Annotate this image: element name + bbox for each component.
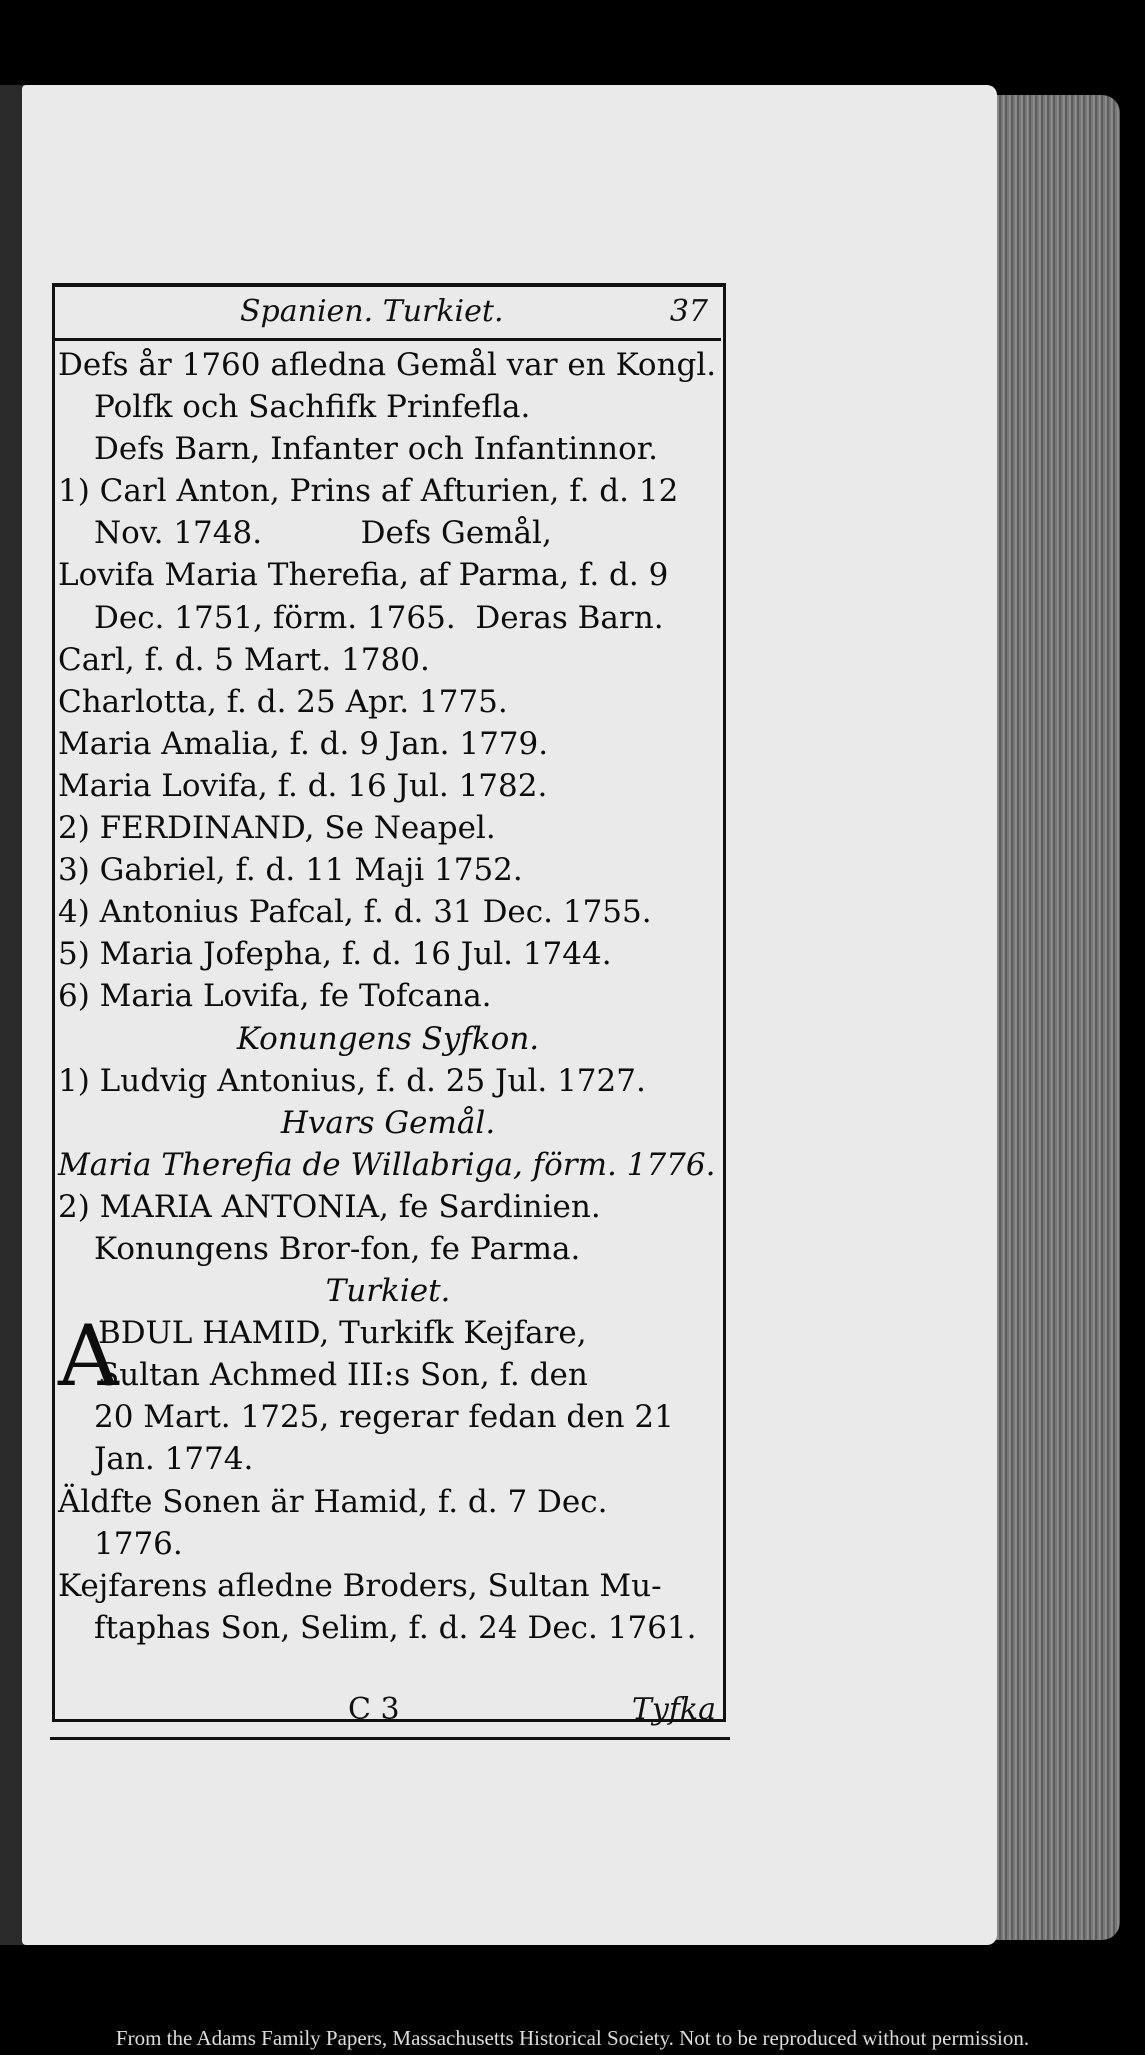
page-footer <box>58 1692 718 1732</box>
text-line: Kejfarens afledne Broders, Sultan Mu- <box>58 1567 662 1604</box>
text-line: Defs Barn, Infanter och Infantinnor. <box>94 431 659 468</box>
text-line: 5) Maria Jofepha, f. d. 16 Jul. 1744. <box>58 936 612 973</box>
section-heading: Konungens Syfkon. <box>236 1020 540 1057</box>
section-heading: Turkiet. <box>325 1273 451 1310</box>
running-head <box>60 292 710 336</box>
text-line: Polfk och Sachfifk Prinfefla. <box>94 389 531 426</box>
text-line: Lovifa Maria Therefia, af Parma, f. d. 9 <box>58 557 669 594</box>
running-head-title: Spanien. Turkiet. <box>240 294 504 329</box>
text-line: Konungens Bror-fon, fe Parma. <box>94 1230 581 1267</box>
catchword: Tyfka <box>631 1692 716 1727</box>
text-line: 4) Antonius Pafcal, f. d. 31 Dec. 1755. <box>58 894 652 931</box>
text-line: 1) Ludvig Antonius, f. d. 25 Jul. 1727. <box>58 1062 646 1099</box>
text-line: 2) FERDINAND, Se Neapel. <box>58 810 496 847</box>
text-line: Maria Therefia de Willabriga, förm. 1776. <box>58 1146 716 1183</box>
text-line: Defs år 1760 afledna Gemål var en Kongl. <box>58 347 717 383</box>
text-line: Jan. 1774. <box>94 1441 254 1478</box>
text-line: Maria Lovifa, f. d. 16 Jul. 1782. <box>58 767 548 804</box>
text-line: 2) MARIA ANTONIA, fe Sardinien. <box>58 1188 601 1225</box>
section-heading: Hvars Gemål. <box>280 1104 496 1141</box>
text-line: 1776. <box>94 1525 183 1562</box>
text-line: Dec. 1751, förm. 1765. Deras Barn. <box>94 599 664 636</box>
credit-line: From the Adams Family Papers, Massachusetts Historical Society. Not to be reproduced without permission. <box>115 2026 1030 2050</box>
page-number: 37 <box>669 294 708 329</box>
text-line: 1) Carl Anton, Prins af Afturien, f. d. 12 <box>58 473 679 510</box>
dropcap: A <box>58 1307 119 1406</box>
text-line: 3) Gabriel, f. d. 11 Maji 1752. <box>58 852 523 889</box>
header-rule <box>55 338 721 341</box>
book-page-edges <box>990 95 1120 1940</box>
text-line: Charlotta, f. d. 25 Apr. 1775. <box>58 683 508 720</box>
text-line: BDUL HAMID, Turkifk Kejfare, <box>98 1315 587 1352</box>
text-line: ftaphas Son, Selim, f. d. 24 Dec. 1761. <box>94 1609 697 1646</box>
text-line: 20 Mart. 1725, regerar fedan den 21 <box>94 1399 674 1436</box>
dropcap-paragraph <box>58 1307 718 1406</box>
text-line: Carl, f. d. 5 Mart. 1780. <box>58 641 430 678</box>
text-line: Sultan Achmed III:s Son, f. den <box>98 1357 588 1394</box>
text-line: Nov. 1748. Defs Gemål, <box>94 515 552 552</box>
page-body <box>58 344 718 1649</box>
signature-mark: C 3 <box>348 1692 400 1727</box>
bottom-rule <box>50 1737 730 1740</box>
text-line: 6) Maria Lovifa, fe Tofcana. <box>58 978 492 1015</box>
text-line: Äldfte Sonen är Hamid, f. d. 7 Dec. <box>58 1483 608 1520</box>
text-line: Maria Amalia, f. d. 9 Jan. 1779. <box>58 725 549 762</box>
